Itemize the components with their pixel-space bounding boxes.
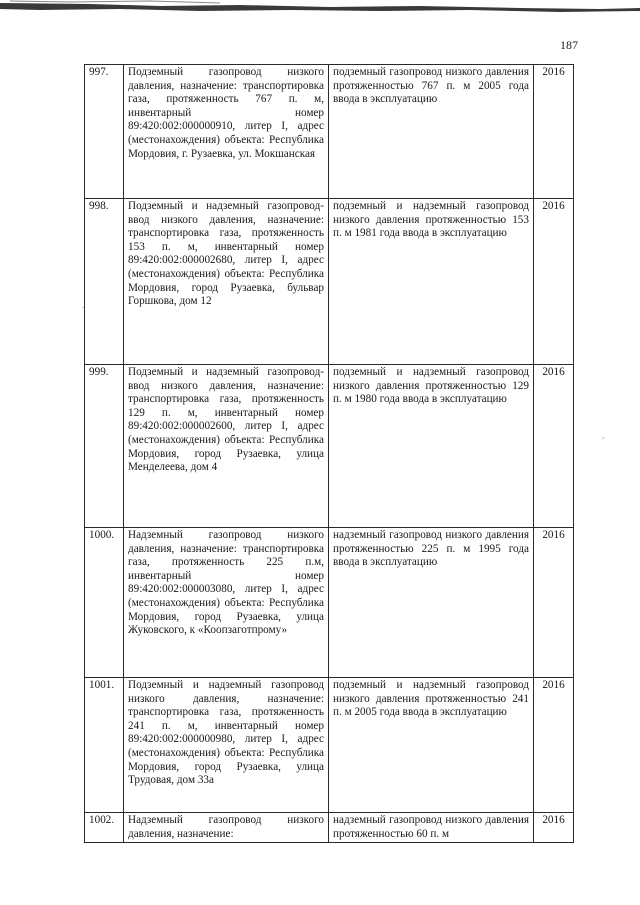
object-name-cell: Подземный и надземный газопровод низкого давления, назначение: транспортировка газа, протяженность 241 п. м, инвентарный номер 89:420:002:000000980, литер I, адрес (местонахождения) объекта: Республика Мордовия, город Рузаевка, улица Трудовая, дом 33а <box>124 678 329 813</box>
year-cell: 2016 <box>534 365 574 528</box>
object-description-cell: надземный газопровод низкого давления протяженностью 225 п. м 1995 года ввода в эксплуатацию <box>329 528 534 678</box>
table-row <box>85 813 574 843</box>
object-description-cell: надземный газопровод низкого давления протяженностью 60 п. м <box>329 813 534 843</box>
row-number: 1001. <box>85 678 124 813</box>
row-number: 998. <box>85 199 124 365</box>
table-row <box>85 528 574 678</box>
object-description-cell: подземный и надземный газопровод низкого давления протяженностью 129 п. м 1980 года ввода в эксплуатацию <box>329 365 534 528</box>
year-cell: 2016 <box>534 199 574 365</box>
row-number: 1002. <box>85 813 124 843</box>
object-name-cell: Надземный газопровод низкого давления, назначение: <box>124 813 329 843</box>
year-cell: 2016 <box>534 678 574 813</box>
table-row <box>85 199 574 365</box>
object-name-cell: Подземный и надземный газопровод-ввод низкого давления, назначение: транспортировка газа, протяженность 129 п. м, инвентарный номер 89:420:002:000002600, литер I, адрес (местонахождения) объекта: Республика Мордовия, город Рузаевка, улица Менделеева, дом 4 <box>124 365 329 528</box>
row-number: 997. <box>85 65 124 199</box>
object-description-cell: подземный газопровод низкого давления протяженностью 767 п. м 2005 года ввода в эксплуатацию <box>329 65 534 199</box>
object-name-cell: Подземный газопровод низкого давления, назначение: транспортировка газа, протяженность 767 п. м, инвентарный номер 89:420:002:000000910, литер I, адрес (местонахождения) объекта: Республика Мордовия, г. Рузаевка, ул. Мокшанская <box>124 65 329 199</box>
table-row <box>85 365 574 528</box>
page-number: 187 <box>560 38 578 52</box>
margin-mark: , <box>602 430 605 440</box>
year-cell: 2016 <box>534 528 574 678</box>
object-name-cell: Надземный газопровод низкого давления, назначение: транспортировка газа, протяженность 225 п.м, инвентарный номер 89:420:002:000003080, литер I, адрес (местонахождения) объекта: Республика Мордовия, город Рузаевка, улица Жуковского, к «Коопзаготпрому» <box>124 528 329 678</box>
table-row <box>85 678 574 813</box>
margin-mark: . <box>82 300 85 310</box>
registry-table <box>84 64 574 843</box>
row-number: 999. <box>85 365 124 528</box>
object-description-cell: подземный и надземный газопровод низкого давления протяженностью 241 п. м 2005 года ввода в эксплуатацию <box>329 678 534 813</box>
scan-edge-artifact <box>0 0 640 14</box>
row-number: 1000. <box>85 528 124 678</box>
object-name-cell: Подземный и надземный газопровод-ввод низкого давления, назначение: транспортировка газа, протяженность 153 п. м, инвентарный номер 89:420:002:000002680, литер I, адрес (местонахождения) объекта: Республика Мордовия, город Рузаевка, бульвар Горшкова, дом 12 <box>124 199 329 365</box>
object-description-cell: подземный и надземный газопровод низкого давления протяженностью 153 п. м 1981 года ввода в эксплуатацию <box>329 199 534 365</box>
year-cell: 2016 <box>534 813 574 843</box>
table-row <box>85 65 574 199</box>
year-cell: 2016 <box>534 65 574 199</box>
